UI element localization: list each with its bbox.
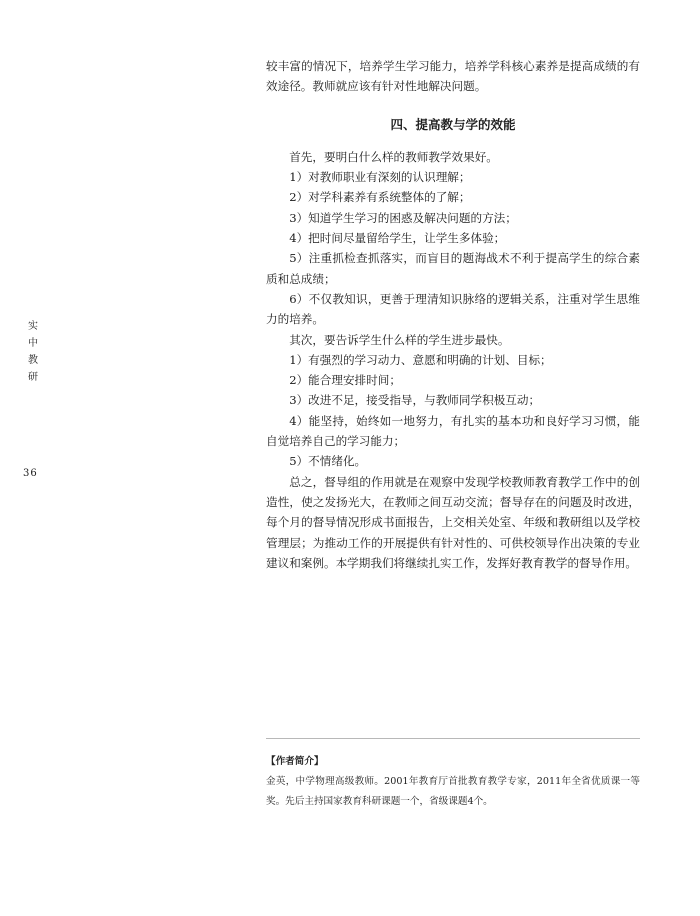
- teacher-point: 5）注重抓检查抓落实，而盲目的题海战术不利于提高学生的综合素质和总成绩；: [266, 251, 640, 286]
- first-intro: 首先，要明白什么样的教师教学效果好。: [289, 149, 498, 164]
- student-point: 4）能坚持，始终如一地努力，有扎实的基本功和良好学习习惯，能自觉培养自己的学习能力；: [266, 413, 640, 449]
- author-bio-text: 金英，中学物理高级教师。2001年教育厅首批教育教学专家，2011年全省优质课一等奖。先后主持国家教育科研课题一个，省级课题4个。: [266, 776, 640, 807]
- teacher-point: 3）知道学生学习的困惑及解决问题的方法；: [289, 210, 517, 225]
- student-point: 5）不情绪化。: [289, 454, 367, 469]
- teacher-point: 6）不仅教知识，更善于理清知识脉络的逻辑关系，注重对学生思维力的培养。: [266, 291, 640, 327]
- journal-char: 教: [28, 355, 38, 366]
- teacher-point: 4）把时间尽量留给学生，让学生多体验；: [289, 231, 506, 246]
- second-intro: 其次，要告诉学生什么样的学生进步最快。: [289, 332, 510, 347]
- section-heading: 四、提高教与学的效能: [390, 116, 516, 132]
- student-point: 2）能合理安排时间；: [289, 373, 401, 388]
- teacher-point: 2）对学科素养有系统整体的了解；: [289, 190, 471, 205]
- journal-char: 研: [28, 372, 38, 383]
- conclusion-paragraph: 总之，督导组的作用就是在观察中发现学校教师教育教学工作中的创造性，使之发扬光大，在教师之间互动交流；督导存在的问题及时改进，每个月的督导情况形成书面报告，上交相关处室、年级和教研组以及学校管理层；为推动工作的开展提供有针对性的、可供校领导作出决策的专业建议和案例。本学期我们将继续扎实工作，发挥好教育教学的督导作用。: [266, 474, 640, 570]
- journal-char: 中: [28, 338, 38, 349]
- article-body: [266, 56, 640, 573]
- student-point: 3）改进不足，接受指导，与教师同学积极互动；: [289, 393, 541, 408]
- intro-continuation: 较丰富的情况下，培养学生学习能力，培养学科核心素养是提高成绩的有效途径。教师就应该有针对性地解决问题。: [266, 59, 640, 94]
- footnote-divider: [266, 738, 640, 739]
- author-bio-heading: 【作者简介】: [266, 756, 324, 767]
- journal-char: 实: [28, 321, 38, 332]
- author-bio: [266, 752, 640, 812]
- teacher-point: 1）对教师职业有深刻的认识理解；: [289, 170, 471, 185]
- student-point: 1）有强烈的学习动力、意愿和明确的计划、目标；: [289, 352, 552, 367]
- page-number: 36: [23, 468, 38, 479]
- journal-name-vertical: [26, 318, 40, 386]
